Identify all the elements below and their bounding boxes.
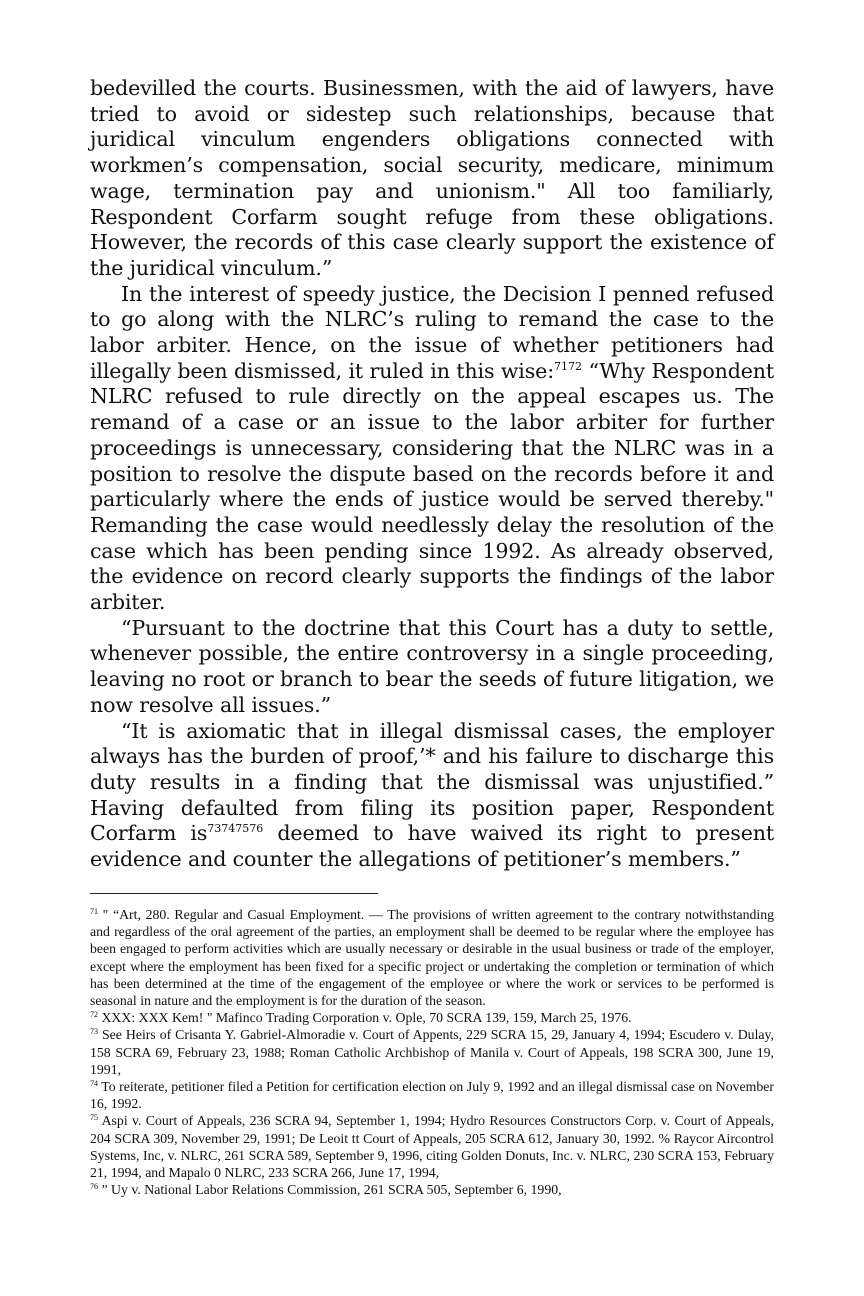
paragraph-text: “Why Respondent NLRC refused to rule directly on the appeal escapes us. The remand of a case or an issue to the labor arbiter for further proceedings is unnecessary, considering that the NLRC was in a position to resolve the dispute based on the records before it and particularly where the ends of justice would be served thereby." Remanding the case would needlessly delay the resolution of the case which has been pending since 1992. As already observed, the evidence on record clearly supports the findings of the labor arbiter. [90, 358, 775, 615]
footnote-separator [90, 893, 378, 894]
footnote-72 [90, 1009, 774, 1026]
paragraph-text: In the interest of speedy justice, the Decision I penned refused to go along with the NLRC’s ruling to remand the case to the labor arbiter. Hence, on the issue of whether petitioners had illegally been dismissed, it ruled in this wise: [90, 281, 774, 383]
footnote-number: 76 [90, 1182, 98, 1192]
footnote-76 [90, 1181, 774, 1198]
footnote-74 [90, 1078, 774, 1112]
paragraph-text: bedevilled the courts. Businessmen, with the aid of lawyers, have tried to avoid or sidestep such relationships, because that juridical vinculum engenders obligations connected with workmen’s compensation, social security, medicare, minimum wage, termination pay and unionism." All too familiarly, Respondent Corfarm sought refuge from these obligations. However, the records of this case clearly support the existence of the juridical vinculum.” [90, 76, 774, 280]
footnote-text: " “Art, 280. Regular and Casual Employment. — The provisions of written agreement to the contrary notwithstanding and regardless of the oral agreement of the parties, an employment shall be deemed to be regular where the employee has been engaged to perform activities which are usually necessary or desirable in the usual business or trade of the employer, except where the employment has been fixed for a specific project or undertaking the completion or termination of which has been determined at the time of the engagement of the employee or where the work or services to be performed is seasonal in nature and the employment is for the duration of the season. [90, 907, 774, 1009]
paragraph-4 [90, 719, 774, 873]
paragraph-text: “Pursuant to the doctrine that this Court has a duty to settle, whenever possible, the entire controversy in a single proceeding, leaving no root or branch to bear the seeds of future litigation, we now resolve all issues.” [90, 615, 774, 717]
paragraph-text: “It is axiomatic that in illegal dismissal cases, the employer always has the burden of proof,’* and his failure to discharge this duty results in a finding that the dismissal was unjustified.” Having defaulted from filing its position paper, Respondent Corfarm is [90, 718, 774, 846]
footnote-text: ” Uy v. National Labor Relations Commission, 261 SCRA 505, September 6, 1990, [98, 1182, 562, 1198]
footnotes [90, 906, 774, 1198]
document-body [90, 76, 774, 873]
paragraph-1 [90, 76, 774, 282]
footnote-text: XXX: XXX Kem! " Mafinco Trading Corporation v. Ople, 70 SCRA 139, 159, March 25, 1976. [98, 1010, 632, 1026]
footnote-ref: 7172 [554, 359, 582, 373]
footnote-number: 71 [90, 907, 98, 916]
footnote-number: 75 [90, 1113, 98, 1123]
footnote-ref: 73747576 [207, 822, 264, 836]
footnote-text: See Heirs of Crisanta Y. Gabriel-Almoradie v. Court of Appents, 229 SCRA 15, 29, January 4, 1994; Escudero v. Dulay, 158 SCRA 69, February 23, 1988; Roman Catholic Archbishop of Manila v. Court of Appeals, 198 SCRA 300, June 19, 1991, [90, 1027, 774, 1077]
footnote-71 [90, 906, 774, 1009]
footnote-73 [90, 1026, 774, 1078]
footnote-number: 73 [90, 1027, 98, 1037]
paragraph-2 [90, 282, 774, 616]
footnote-text: To reiterate, petitioner filed a Petition for certification election on July 9, 1992 and an illegal dismissal case on November 16, 1992. [90, 1079, 774, 1112]
paragraph-text: deemed to have waived its right to present evidence and counter the allegations of petitioner’s members.” [90, 821, 774, 872]
paragraph-3 [90, 616, 774, 719]
footnote-number: 72 [90, 1010, 98, 1020]
footnote-number: 74 [90, 1079, 98, 1089]
footnote-75 [90, 1112, 774, 1181]
footnote-text: Aspi v. Court of Appeals, 236 SCRA 94, September 1, 1994; Hydro Resources Constructors Corp. v. Court of Appeals, 204 SCRA 309, November 29, 1991; De Leoit tt Court of Appeals, 205 SCRA 612, January 30, 1992. % Raycor Aircontrol Systems, Inc, v. NLRC, 261 SCRA 589, September 9, 1996, citing Golden Donuts, Inc. v. NLRC, 230 SCRA 153, February 21, 1994, and Mapalo 0 NLRC, 233 SCRA 266, June 17, 1994, [90, 1113, 774, 1181]
